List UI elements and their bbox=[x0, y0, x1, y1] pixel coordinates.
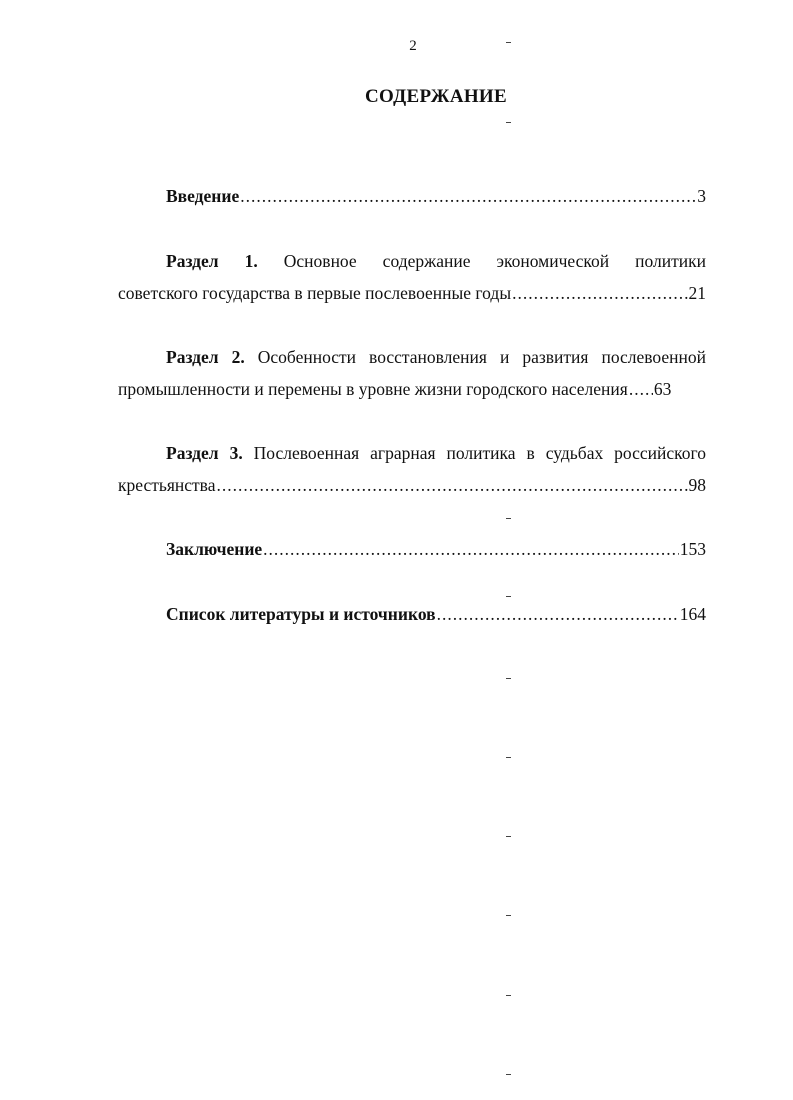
toc-section-3-title-part-1: Послевоенная аграрная политика в судьбах российского bbox=[253, 443, 706, 463]
toc-conclusion-page: 153 bbox=[679, 539, 706, 559]
toc-section-2-prefix: Раздел 2. bbox=[166, 347, 245, 367]
scan-mark bbox=[506, 995, 511, 996]
page-number: 2 bbox=[409, 38, 417, 54]
toc-section-1-title-part-2: советского государства в первые послевоенные годы bbox=[118, 283, 512, 303]
toc-section-1-line-1 bbox=[118, 245, 706, 277]
toc-section-2-title-part-1: Особенности восстановления и развития послевоенной bbox=[257, 347, 706, 367]
toc-entry-section-3 bbox=[118, 437, 706, 501]
toc-section-3-page: 98 bbox=[688, 475, 706, 495]
toc-section-3-title-part-2: крестьянства bbox=[118, 475, 216, 495]
toc-title: СОДЕРЖАНИЕ bbox=[365, 86, 507, 107]
dot-leader bbox=[437, 598, 679, 630]
toc-intro-label: Введение bbox=[166, 186, 240, 206]
toc-conclusion-label: Заключение bbox=[166, 539, 263, 559]
toc-section-3-line-2 bbox=[118, 469, 706, 501]
toc-entry-section-2 bbox=[118, 341, 706, 405]
toc-section-1-title-part-1: Основное содержание экономической политики bbox=[283, 251, 706, 271]
scan-mark bbox=[506, 122, 511, 123]
scan-mark bbox=[506, 836, 511, 837]
scan-mark bbox=[506, 42, 511, 43]
toc-section-2-line-2 bbox=[118, 373, 706, 405]
toc-section-3-prefix: Раздел 3. bbox=[166, 443, 243, 463]
toc-section-2-page: 63 bbox=[653, 379, 672, 399]
scan-mark bbox=[506, 757, 511, 758]
dot-leader bbox=[629, 373, 653, 405]
scan-mark bbox=[506, 518, 511, 519]
scan-mark bbox=[506, 678, 511, 679]
table-of-contents bbox=[118, 180, 706, 630]
toc-entry-conclusion bbox=[118, 533, 706, 565]
toc-entry-section-1 bbox=[118, 245, 706, 309]
toc-section-2-line-1 bbox=[118, 341, 706, 373]
scan-mark bbox=[506, 1074, 511, 1075]
toc-bibliography-page: 164 bbox=[679, 604, 706, 624]
toc-section-2-title-part-2: промышленности и перемены в уровне жизни городского населения bbox=[118, 379, 628, 399]
toc-entry-bibliography bbox=[118, 598, 706, 630]
dot-leader bbox=[240, 180, 696, 212]
dot-leader bbox=[263, 533, 679, 565]
toc-section-1-prefix: Раздел 1. bbox=[166, 251, 258, 271]
scan-mark bbox=[506, 596, 511, 597]
scan-mark bbox=[506, 915, 511, 916]
toc-intro-page: 3 bbox=[697, 186, 706, 206]
toc-section-1-line-2 bbox=[118, 277, 706, 309]
toc-section-1-page: 21 bbox=[688, 283, 706, 303]
toc-section-3-line-1 bbox=[118, 437, 706, 469]
dot-leader bbox=[216, 469, 687, 501]
toc-entry-intro bbox=[118, 180, 706, 212]
dot-leader bbox=[512, 277, 687, 309]
toc-bibliography-label: Список литературы и источников bbox=[166, 604, 436, 624]
